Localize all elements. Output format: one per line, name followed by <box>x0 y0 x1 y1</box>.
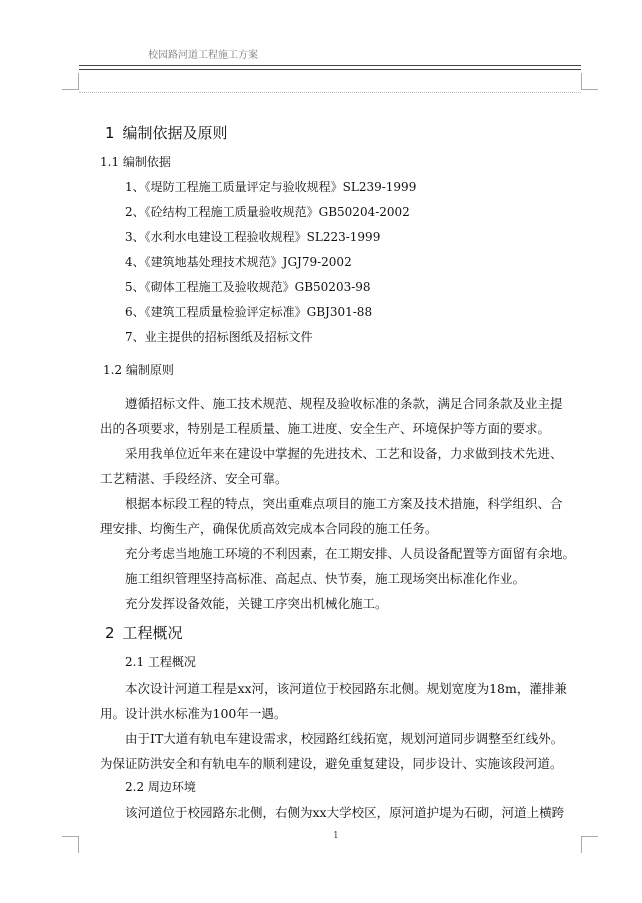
paragraph-line: 采用我单位近年来在建设中掌握的先进技术、工艺和设备，力求做到技术先进、 <box>125 446 563 461</box>
paragraph-line: 工艺精湛、手段经济、安全可靠。 <box>100 471 288 486</box>
section-heading-2 <box>105 622 183 643</box>
subsection-heading-1-2: 1.2 编制原则 <box>103 363 174 377</box>
section-number: 2 <box>105 624 115 642</box>
paragraph-line: 充分发挥设备效能，关键工序突出机械化施工。 <box>125 596 388 611</box>
paragraph-line: 理安排、均衡生产，确保优质高效完成本合同段的施工任务。 <box>100 521 438 536</box>
subsection-heading-1-1: 1.1 编制依据 <box>100 155 171 169</box>
paragraph-line: 本次设计河道工程是xx河，该河道位于校园路东北侧。规划宽度为18m，灌排兼 <box>125 681 567 696</box>
paragraph-line: 由于IT大道有轨电车建设需求，校园路红线拓宽，规划河道同步调整至红线外。 <box>125 731 564 746</box>
header-rule-top <box>79 65 581 66</box>
list-item: 2、《砼结构工程施工质量验收规范》GB50204-2002 <box>125 205 410 219</box>
paragraph-line: 该河道位于校园路东北侧，右侧为xx大学校区，原河道护堤为石砌，河道上横跨 <box>125 805 565 820</box>
subsection-heading-2-2: 2.2 周边环境 <box>125 780 196 794</box>
list-item: 6、《建筑工程质量检验评定标准》GBJ301-88 <box>125 305 373 319</box>
corner-mark-bottom-right <box>581 836 598 853</box>
list-item: 3、《水利水电建设工程验收规程》SL223-1999 <box>125 230 381 244</box>
section-heading-1 <box>105 122 228 143</box>
paragraph-line: 用。设计洪水标准为100年一遇。 <box>100 706 287 721</box>
header-rule-bottom <box>79 69 581 70</box>
subsection-heading-2-1: 2.1 工程概况 <box>125 655 196 669</box>
paragraph-line: 出的各项要求，特别是工程质量、施工进度、安全生产、环境保护等方面的要求。 <box>100 421 551 436</box>
list-item: 1、《堤防工程施工质量评定与验收规程》SL239-1999 <box>125 180 417 194</box>
margin-guide <box>79 92 581 93</box>
paragraph-line: 遵循招标文件、施工技术规范、规程及验收标准的条款，满足合同条款及业主提 <box>125 396 563 411</box>
corner-mark-top-right <box>581 73 598 90</box>
section-title: 编制依据及原则 <box>122 124 228 142</box>
header-title: 校园路河道工程施工方案 <box>148 50 258 61</box>
section-title: 工程概况 <box>122 624 183 642</box>
paragraph-line: 为保证防洪安全和有轨电车的顺利建设，避免重复建设，同步设计、实施该段河道。 <box>100 756 563 771</box>
corner-mark-top-left <box>62 73 79 90</box>
paragraph-line: 施工组织管理坚持高标准、高起点、快节奏，施工现场突出标准化作业。 <box>125 571 526 586</box>
list-item: 5、《砌体工程施工及验收规范》GB50203-98 <box>125 280 371 294</box>
paragraph-line: 根据本标段工程的特点，突出重难点项目的施工方案及技术措施，科学组织、合 <box>125 496 563 511</box>
page-number: 1 <box>333 831 339 841</box>
corner-mark-bottom-left <box>62 836 79 853</box>
list-item: 4、《建筑地基处理技术规范》JGJ79-2002 <box>125 255 352 269</box>
paragraph-line: 充分考虑当地施工环境的不利因素，在工期安排、人员设备配置等方面留有余地。 <box>125 546 576 561</box>
list-item: 7、业主提供的招标图纸及招标文件 <box>125 330 313 344</box>
section-number: 1 <box>105 124 115 142</box>
